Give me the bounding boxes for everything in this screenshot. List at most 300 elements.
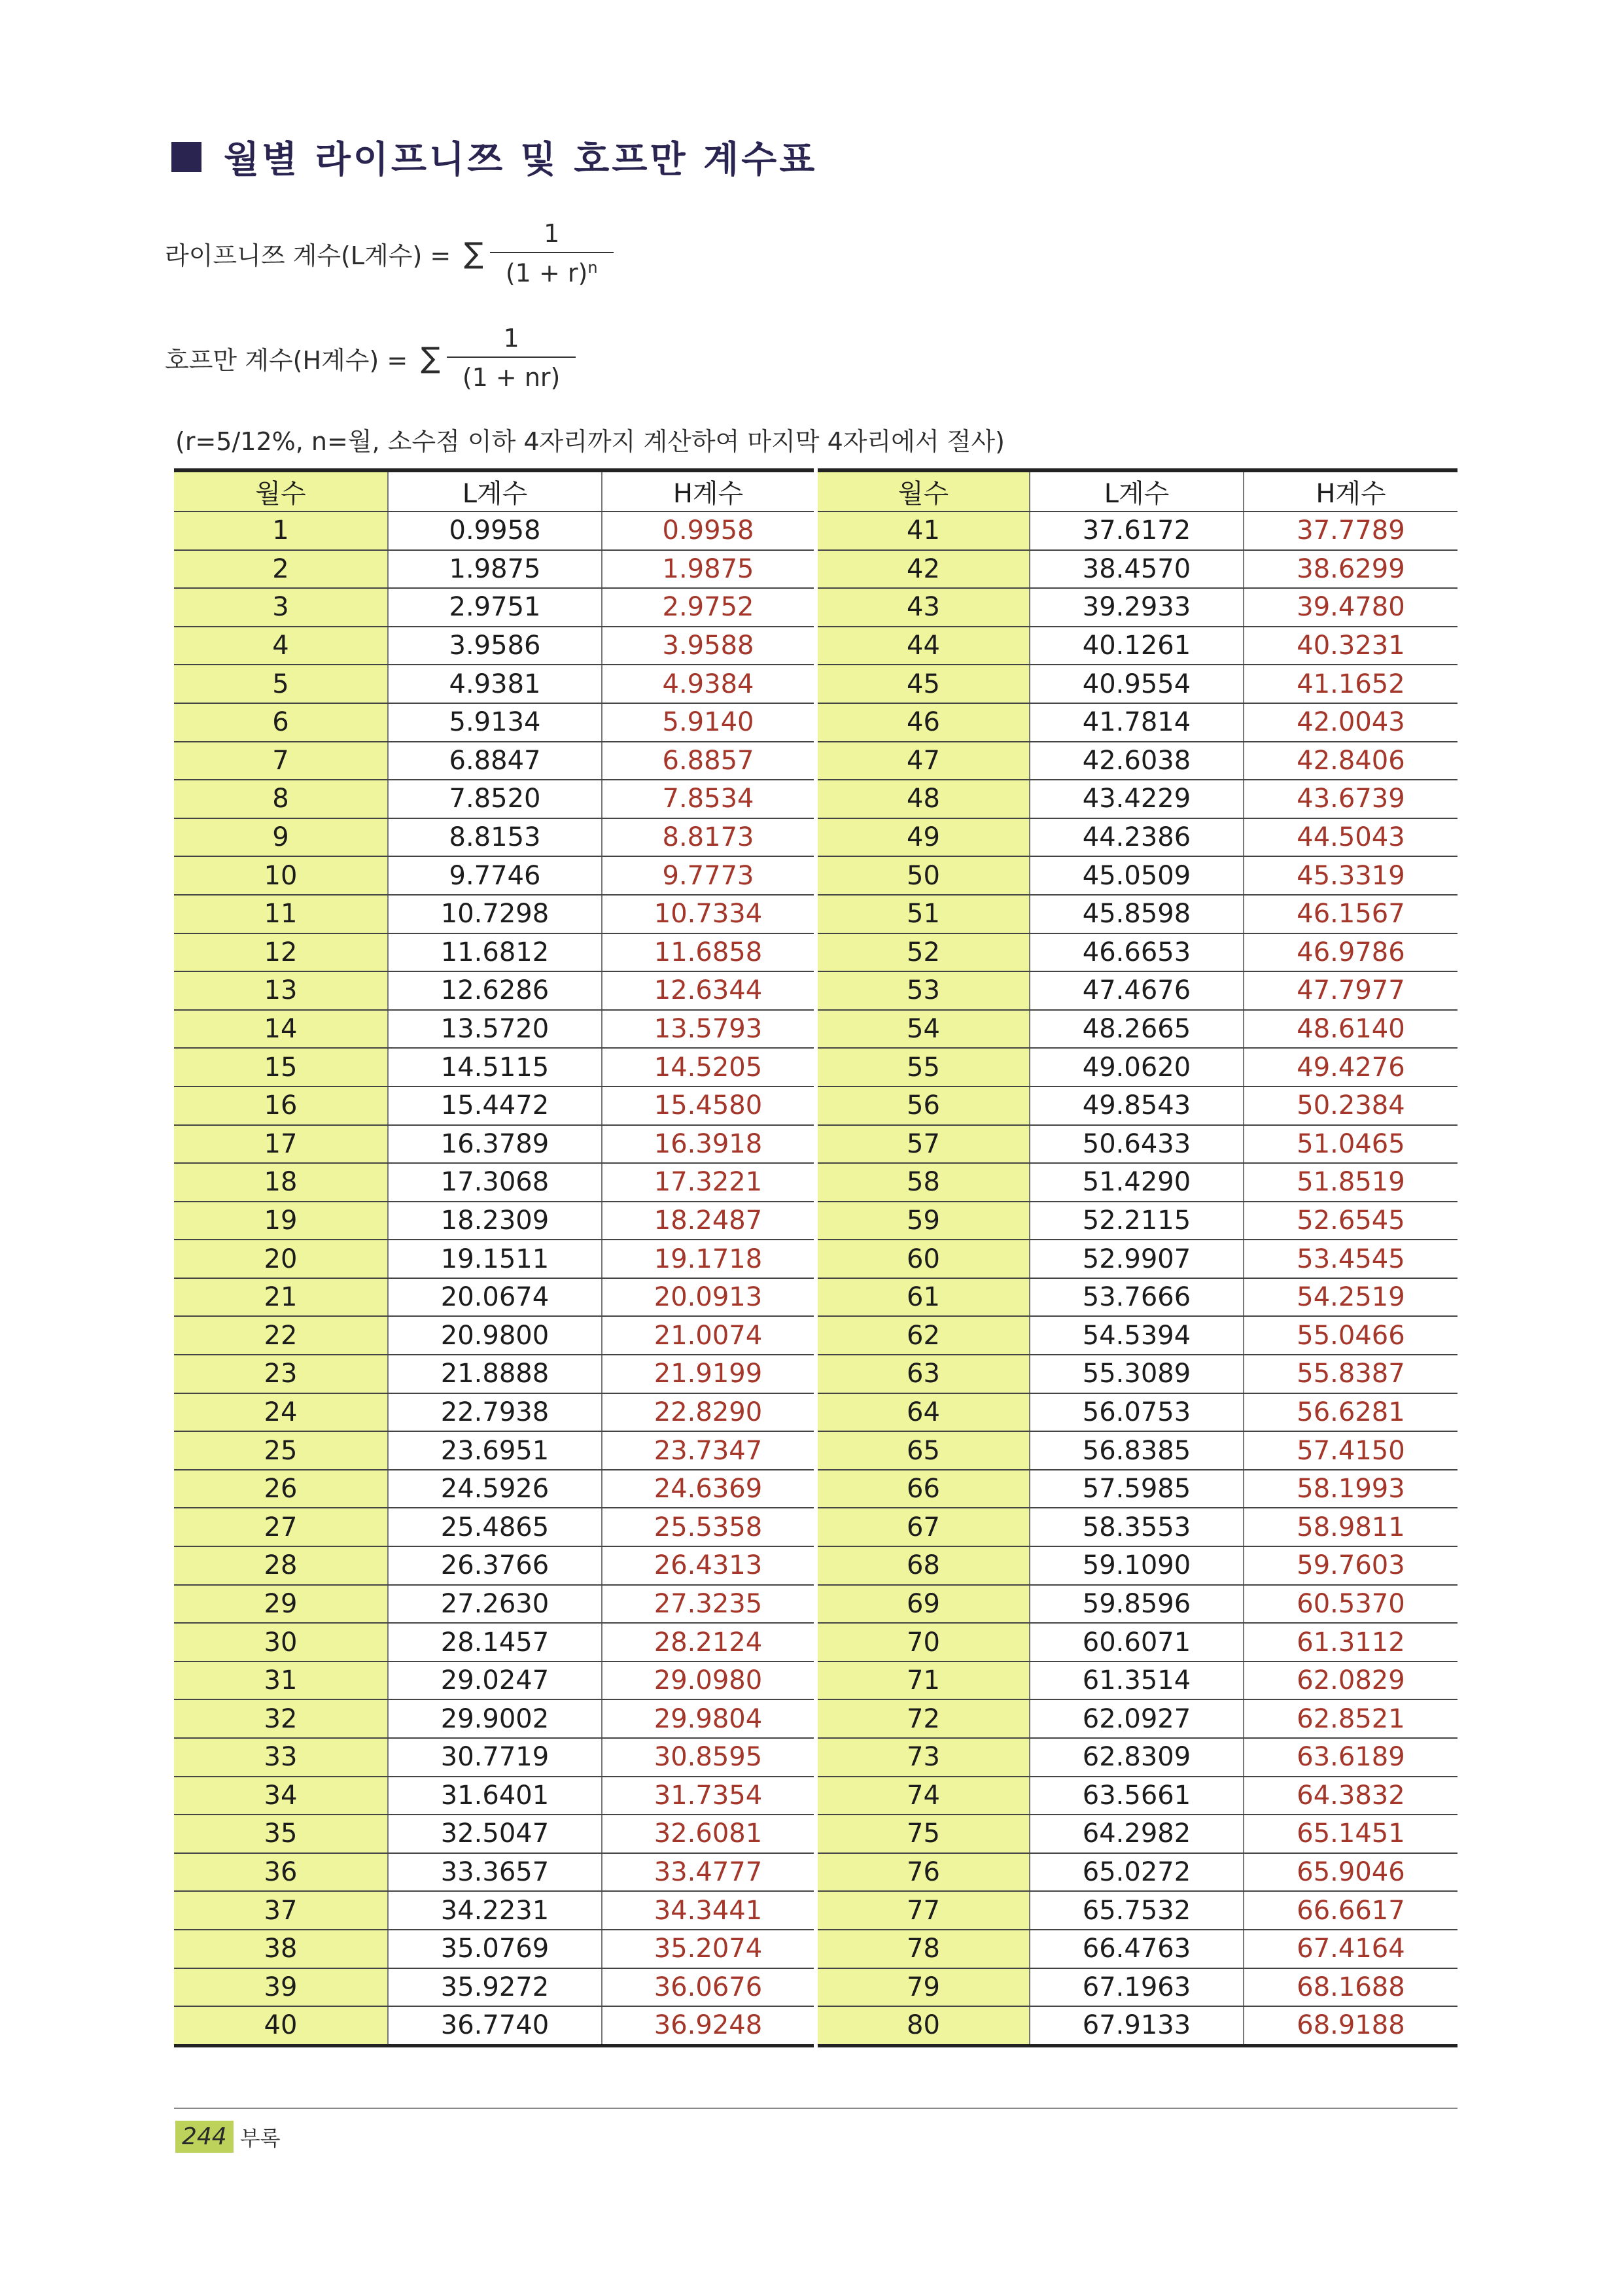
cell-l-coefficient: 0.9958 [388,512,602,550]
cell-l-coefficient: 36.7740 [388,2006,602,2045]
table-header-row [174,470,1457,512]
cell-h-coefficient: 27.3235 [602,1585,816,1624]
cell-h-coefficient: 56.6281 [1244,1393,1457,1432]
table-row [174,1699,1457,1738]
cell-l-coefficient: 45.8598 [1030,895,1244,933]
cell-h-coefficient: 58.1993 [1244,1470,1457,1508]
cell-l-coefficient: 56.8385 [1030,1431,1244,1470]
cell-h-coefficient: 23.7347 [602,1431,816,1470]
leibniz-denominator-wrap [490,253,614,288]
cell-h-coefficient: 48.6140 [1244,1010,1457,1049]
cell-l-coefficient: 51.4290 [1030,1163,1244,1202]
cell-month: 57 [816,1125,1030,1164]
cell-h-coefficient: 34.3441 [602,1891,816,1930]
cell-h-coefficient: 28.2124 [602,1623,816,1661]
cell-h-coefficient: 65.1451 [1244,1815,1457,1853]
cell-h-coefficient: 64.3832 [1244,1777,1457,1815]
cell-month: 71 [816,1661,1030,1700]
cell-month: 31 [174,1661,388,1700]
cell-h-coefficient: 68.9188 [1244,2006,1457,2045]
cell-l-coefficient: 49.8543 [1030,1087,1244,1125]
cell-h-coefficient: 61.3112 [1244,1623,1457,1661]
cell-l-coefficient: 40.9554 [1030,665,1244,703]
cell-l-coefficient: 35.9272 [388,1968,602,2007]
page-heading [171,131,817,183]
cell-month: 51 [816,895,1030,933]
leibniz-exponent: n [587,258,598,277]
cell-h-coefficient: 6.8857 [602,742,816,780]
cell-month: 33 [174,1738,388,1777]
cell-l-coefficient: 56.0753 [1030,1393,1244,1432]
cell-h-coefficient: 36.9248 [602,2006,816,2045]
cell-l-coefficient: 16.3789 [388,1125,602,1164]
hoffmann-fraction [447,324,576,392]
cell-h-coefficient: 57.4150 [1244,1431,1457,1470]
cell-h-coefficient: 40.3231 [1244,627,1457,665]
cell-h-coefficient: 33.4777 [602,1853,816,1892]
table-row [174,933,1457,972]
table-row [174,1393,1457,1432]
cell-l-coefficient: 33.3657 [388,1853,602,1892]
cell-h-coefficient: 12.6344 [602,971,816,1010]
table-row [174,742,1457,780]
cell-l-coefficient: 32.5047 [388,1815,602,1853]
cell-h-coefficient: 44.5043 [1244,818,1457,857]
hoffmann-denominator: (1 + nr) [462,363,561,392]
cell-h-coefficient: 21.0074 [602,1316,816,1355]
cell-month: 67 [816,1508,1030,1546]
cell-h-coefficient: 58.9811 [1244,1508,1457,1546]
hoffmann-formula-label: 호프만 계수(H계수) = [165,345,408,375]
cell-l-coefficient: 38.4570 [1030,550,1244,589]
cell-h-coefficient: 67.4164 [1244,1930,1457,1968]
footer-section-label: 부록 [239,2125,281,2151]
cell-month: 55 [816,1048,1030,1087]
cell-h-coefficient: 65.9046 [1244,1853,1457,1892]
cell-month: 11 [174,895,388,933]
cell-l-coefficient: 43.4229 [1030,780,1244,818]
cell-h-coefficient: 25.5358 [602,1508,816,1546]
cell-h-coefficient: 51.8519 [1244,1163,1457,1202]
cell-h-coefficient: 2.9752 [602,588,816,627]
cell-month: 29 [174,1585,388,1624]
cell-l-coefficient: 29.0247 [388,1661,602,1700]
cell-month: 7 [174,742,388,780]
table-row [174,1087,1457,1125]
cell-l-coefficient: 55.3089 [1030,1355,1244,1393]
cell-month: 2 [174,550,388,589]
cell-month: 75 [816,1815,1030,1853]
cell-l-coefficient: 62.0927 [1030,1699,1244,1738]
cell-month: 74 [816,1777,1030,1815]
cell-l-coefficient: 59.8596 [1030,1585,1244,1624]
cell-month: 9 [174,818,388,857]
cell-month: 38 [174,1930,388,1968]
table-row [174,1163,1457,1202]
cell-l-coefficient: 23.6951 [388,1431,602,1470]
cell-h-coefficient: 60.5370 [1244,1585,1457,1624]
cell-l-coefficient: 44.2386 [1030,818,1244,857]
leibniz-denominator: (1 + r) [505,258,588,288]
cell-month: 63 [816,1355,1030,1393]
leibniz-fraction [490,219,614,288]
hoffmann-formula [165,324,576,392]
cell-month: 72 [816,1699,1030,1738]
cell-month: 6 [174,703,388,742]
cell-l-coefficient: 48.2665 [1030,1010,1244,1049]
leibniz-sigma-symbol: ∑ [464,236,483,270]
cell-month: 49 [816,818,1030,857]
cell-month: 45 [816,665,1030,703]
table-row [174,703,1457,742]
cell-month: 15 [174,1048,388,1087]
header-h-coefficient-left: H계수 [602,470,816,512]
cell-month: 25 [174,1431,388,1470]
table-row [174,1777,1457,1815]
table-row [174,1815,1457,1853]
cell-month: 19 [174,1202,388,1240]
table-row [174,1278,1457,1317]
cell-l-coefficient: 49.0620 [1030,1048,1244,1087]
cell-h-coefficient: 29.0980 [602,1661,816,1700]
table-row [174,1968,1457,2007]
cell-month: 44 [816,627,1030,665]
cell-h-coefficient: 11.6858 [602,933,816,972]
cell-l-coefficient: 52.2115 [1030,1202,1244,1240]
cell-h-coefficient: 55.0466 [1244,1316,1457,1355]
cell-l-coefficient: 11.6812 [388,933,602,972]
cell-l-coefficient: 31.6401 [388,1777,602,1815]
cell-l-coefficient: 39.2933 [1030,588,1244,627]
cell-l-coefficient: 45.0509 [1030,856,1244,895]
cell-l-coefficient: 47.4676 [1030,971,1244,1010]
cell-l-coefficient: 53.7666 [1030,1278,1244,1317]
table-row [174,1738,1457,1777]
cell-l-coefficient: 20.0674 [388,1278,602,1317]
cell-h-coefficient: 66.6617 [1244,1891,1457,1930]
leibniz-formula [165,219,614,288]
cell-month: 39 [174,1968,388,2007]
cell-h-coefficient: 19.1718 [602,1240,816,1278]
cell-l-coefficient: 8.8153 [388,818,602,857]
cell-month: 10 [174,856,388,895]
cell-l-coefficient: 19.1511 [388,1240,602,1278]
cell-h-coefficient: 21.9199 [602,1355,816,1393]
cell-l-coefficient: 15.4472 [388,1087,602,1125]
cell-month: 77 [816,1891,1030,1930]
table-row [174,2006,1457,2045]
table-row [174,1508,1457,1546]
cell-h-coefficient: 62.8521 [1244,1699,1457,1738]
cell-h-coefficient: 5.9140 [602,703,816,742]
cell-h-coefficient: 55.8387 [1244,1355,1457,1393]
cell-h-coefficient: 41.1652 [1244,665,1457,703]
cell-l-coefficient: 50.6433 [1030,1125,1244,1164]
coefficient-table-wrap [174,468,1457,2047]
cell-month: 69 [816,1585,1030,1624]
cell-h-coefficient: 37.7789 [1244,512,1457,550]
cell-h-coefficient: 7.8534 [602,780,816,818]
table-row [174,1930,1457,1968]
cell-month: 24 [174,1393,388,1432]
cell-month: 73 [816,1738,1030,1777]
hoffmann-numerator: 1 [503,324,519,353]
header-month-left: 월수 [174,470,388,512]
cell-h-coefficient: 36.0676 [602,1968,816,2007]
cell-l-coefficient: 67.9133 [1030,2006,1244,2045]
cell-l-coefficient: 29.9002 [388,1699,602,1738]
table-body [174,512,1457,2045]
cell-l-coefficient: 28.1457 [388,1623,602,1661]
table-row [174,1470,1457,1508]
cell-h-coefficient: 14.5205 [602,1048,816,1087]
cell-l-coefficient: 26.3766 [388,1546,602,1585]
cell-h-coefficient: 59.7603 [1244,1546,1457,1585]
coefficient-table [174,468,1457,2047]
cell-h-coefficient: 9.7773 [602,856,816,895]
cell-l-coefficient: 66.4763 [1030,1930,1244,1968]
cell-month: 76 [816,1853,1030,1892]
cell-month: 3 [174,588,388,627]
cell-month: 8 [174,780,388,818]
cell-month: 79 [816,1968,1030,2007]
page-title: 월별 라이프니쯔 및 호프만 계수표 [224,139,818,181]
cell-month: 48 [816,780,1030,818]
table-row [174,1048,1457,1087]
cell-month: 22 [174,1316,388,1355]
cell-h-coefficient: 47.7977 [1244,971,1457,1010]
cell-month: 34 [174,1777,388,1815]
cell-l-coefficient: 4.9381 [388,665,602,703]
hoffmann-sigma-symbol: ∑ [421,341,440,375]
table-row [174,1891,1457,1930]
cell-h-coefficient: 4.9384 [602,665,816,703]
cell-l-coefficient: 62.8309 [1030,1738,1244,1777]
cell-h-coefficient: 46.1567 [1244,895,1457,933]
header-h-coefficient-right: H계수 [1244,470,1457,512]
cell-h-coefficient: 3.9588 [602,627,816,665]
cell-l-coefficient: 35.0769 [388,1930,602,1968]
cell-l-coefficient: 61.3514 [1030,1661,1244,1700]
table-row [174,1661,1457,1700]
table-row [174,1125,1457,1164]
cell-month: 36 [174,1853,388,1892]
table-row [174,665,1457,703]
cell-month: 35 [174,1815,388,1853]
cell-h-coefficient: 39.4780 [1244,588,1457,627]
cell-l-coefficient: 10.7298 [388,895,602,933]
table-row [174,1853,1457,1892]
cell-month: 26 [174,1470,388,1508]
cell-l-coefficient: 58.3553 [1030,1508,1244,1546]
cell-h-coefficient: 53.4545 [1244,1240,1457,1278]
cell-h-coefficient: 0.9958 [602,512,816,550]
cell-month: 40 [174,2006,388,2045]
cell-month: 4 [174,627,388,665]
page-number-badge: 244 [175,2121,234,2153]
cell-l-coefficient: 37.6172 [1030,512,1244,550]
cell-l-coefficient: 52.9907 [1030,1240,1244,1278]
cell-l-coefficient: 22.7938 [388,1393,602,1432]
cell-month: 20 [174,1240,388,1278]
cell-month: 23 [174,1355,388,1393]
cell-month: 60 [816,1240,1030,1278]
cell-l-coefficient: 12.6286 [388,971,602,1010]
cell-l-coefficient: 59.1090 [1030,1546,1244,1585]
cell-l-coefficient: 46.6653 [1030,933,1244,972]
cell-l-coefficient: 65.7532 [1030,1891,1244,1930]
table-row [174,1546,1457,1585]
cell-h-coefficient: 18.2487 [602,1202,816,1240]
cell-l-coefficient: 3.9586 [388,627,602,665]
table-row [174,1355,1457,1393]
leibniz-formula-label: 라이프니쯔 계수(L계수) = [165,241,451,270]
cell-month: 78 [816,1930,1030,1968]
table-row [174,1585,1457,1624]
cell-month: 58 [816,1163,1030,1202]
cell-h-coefficient: 1.9875 [602,550,816,589]
cell-l-coefficient: 17.3068 [388,1163,602,1202]
cell-h-coefficient: 49.4276 [1244,1048,1457,1087]
table-row [174,627,1457,665]
cell-l-coefficient: 9.7746 [388,856,602,895]
cell-l-coefficient: 1.9875 [388,550,602,589]
calculation-note: (r=5/12%, n=월, 소수점 이하 4자리까지 계산하여 마지막 4자리에서 절사) [175,427,1005,456]
cell-month: 62 [816,1316,1030,1355]
cell-l-coefficient: 67.1963 [1030,1968,1244,2007]
header-l-coefficient-right: L계수 [1030,470,1244,512]
cell-month: 53 [816,971,1030,1010]
cell-h-coefficient: 62.0829 [1244,1661,1457,1700]
cell-h-coefficient: 31.7354 [602,1777,816,1815]
header-month-right: 월수 [816,470,1030,512]
cell-month: 5 [174,665,388,703]
table-row [174,550,1457,589]
cell-h-coefficient: 30.8595 [602,1738,816,1777]
cell-month: 41 [816,512,1030,550]
cell-h-coefficient: 8.8173 [602,818,816,857]
cell-h-coefficient: 24.6369 [602,1470,816,1508]
table-row [174,1010,1457,1049]
cell-l-coefficient: 40.1261 [1030,627,1244,665]
table-row [174,856,1457,895]
cell-month: 46 [816,703,1030,742]
cell-l-coefficient: 25.4865 [388,1508,602,1546]
cell-month: 28 [174,1546,388,1585]
cell-h-coefficient: 52.6545 [1244,1202,1457,1240]
cell-month: 27 [174,1508,388,1546]
table-row [174,1202,1457,1240]
cell-l-coefficient: 34.2231 [388,1891,602,1930]
footer-divider [174,2108,1457,2109]
cell-month: 59 [816,1202,1030,1240]
cell-l-coefficient: 5.9134 [388,703,602,742]
cell-month: 47 [816,742,1030,780]
cell-l-coefficient: 24.5926 [388,1470,602,1508]
leibniz-numerator: 1 [544,219,560,248]
table-row [174,512,1457,550]
cell-h-coefficient: 13.5793 [602,1010,816,1049]
cell-h-coefficient: 29.9804 [602,1699,816,1738]
cell-month: 18 [174,1163,388,1202]
table-row [174,780,1457,818]
cell-l-coefficient: 13.5720 [388,1010,602,1049]
header-l-coefficient-left: L계수 [388,470,602,512]
cell-h-coefficient: 42.8406 [1244,742,1457,780]
cell-l-coefficient: 57.5985 [1030,1470,1244,1508]
table-row [174,895,1457,933]
cell-l-coefficient: 18.2309 [388,1202,602,1240]
cell-h-coefficient: 45.3319 [1244,856,1457,895]
cell-h-coefficient: 50.2384 [1244,1087,1457,1125]
cell-l-coefficient: 64.2982 [1030,1815,1244,1853]
cell-h-coefficient: 16.3918 [602,1125,816,1164]
cell-month: 68 [816,1546,1030,1585]
cell-month: 1 [174,512,388,550]
cell-month: 13 [174,971,388,1010]
cell-h-coefficient: 22.8290 [602,1393,816,1432]
cell-l-coefficient: 6.8847 [388,742,602,780]
cell-h-coefficient: 68.1688 [1244,1968,1457,2007]
cell-h-coefficient: 26.4313 [602,1546,816,1585]
cell-h-coefficient: 46.9786 [1244,933,1457,972]
cell-l-coefficient: 42.6038 [1030,742,1244,780]
cell-month: 52 [816,933,1030,972]
cell-month: 43 [816,588,1030,627]
table-row [174,971,1457,1010]
table-row [174,1431,1457,1470]
table-row [174,1316,1457,1355]
cell-h-coefficient: 17.3221 [602,1163,816,1202]
table-row [174,588,1457,627]
cell-l-coefficient: 27.2630 [388,1585,602,1624]
cell-h-coefficient: 51.0465 [1244,1125,1457,1164]
cell-month: 54 [816,1010,1030,1049]
cell-month: 21 [174,1278,388,1317]
cell-l-coefficient: 21.8888 [388,1355,602,1393]
cell-month: 65 [816,1431,1030,1470]
cell-month: 32 [174,1699,388,1738]
cell-month: 12 [174,933,388,972]
cell-l-coefficient: 14.5115 [388,1048,602,1087]
page-footer [175,2121,281,2153]
cell-h-coefficient: 42.0043 [1244,703,1457,742]
cell-l-coefficient: 7.8520 [388,780,602,818]
cell-h-coefficient: 54.2519 [1244,1278,1457,1317]
cell-h-coefficient: 10.7334 [602,895,816,933]
cell-l-coefficient: 65.0272 [1030,1853,1244,1892]
cell-month: 42 [816,550,1030,589]
cell-l-coefficient: 54.5394 [1030,1316,1244,1355]
cell-month: 61 [816,1278,1030,1317]
table-row [174,1623,1457,1661]
title-square-bullet-icon [171,142,201,172]
cell-month: 17 [174,1125,388,1164]
cell-h-coefficient: 35.2074 [602,1930,816,1968]
cell-h-coefficient: 32.6081 [602,1815,816,1853]
cell-h-coefficient: 43.6739 [1244,780,1457,818]
cell-l-coefficient: 2.9751 [388,588,602,627]
cell-month: 16 [174,1087,388,1125]
cell-l-coefficient: 60.6071 [1030,1623,1244,1661]
cell-h-coefficient: 15.4580 [602,1087,816,1125]
cell-h-coefficient: 20.0913 [602,1278,816,1317]
cell-l-coefficient: 41.7814 [1030,703,1244,742]
cell-month: 56 [816,1087,1030,1125]
cell-month: 70 [816,1623,1030,1661]
cell-h-coefficient: 63.6189 [1244,1738,1457,1777]
table-row [174,818,1457,857]
